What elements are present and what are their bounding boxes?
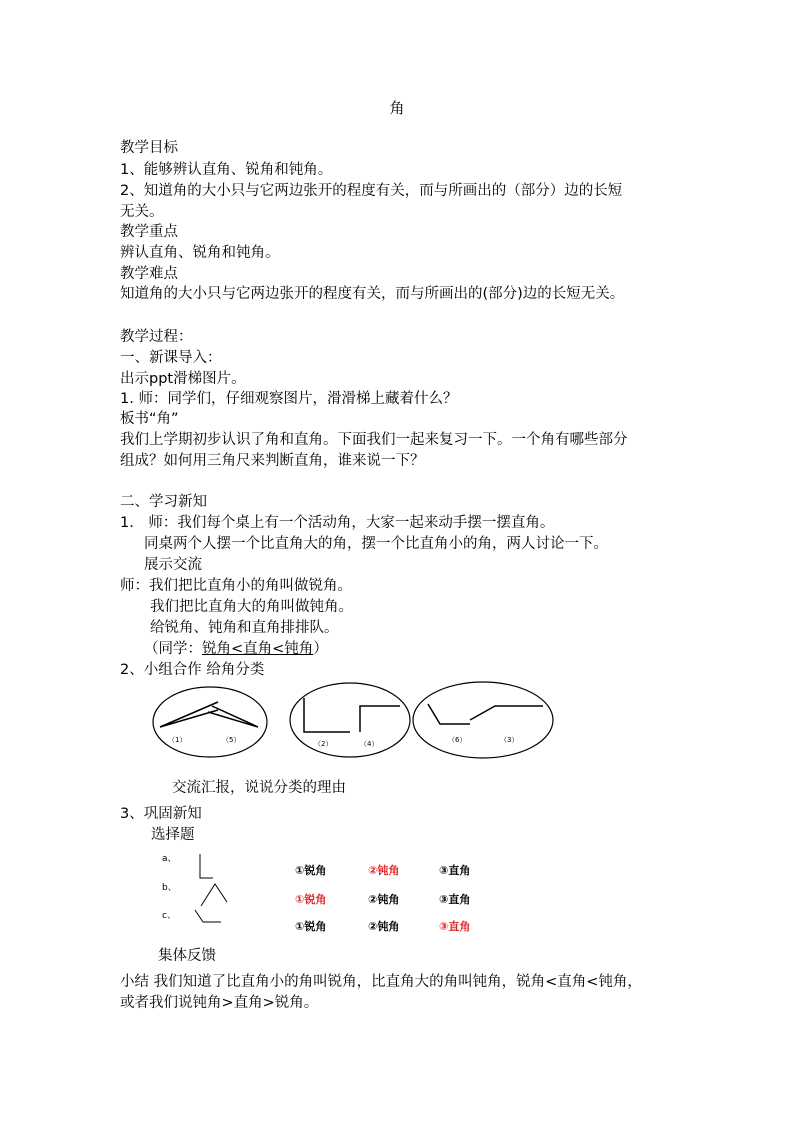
- difficulty-text: 知道角的大小只与它两边张开的程度有关，而与所画出的(部分)边的长短无关。: [120, 286, 625, 302]
- group-label-4: （4）: [360, 740, 379, 748]
- q-c-option-1: ①锐角: [295, 920, 327, 933]
- objective-2-cont: 无关。: [120, 204, 164, 220]
- q-a-option-2: ②钝角: [368, 864, 400, 877]
- intro-line-4: 我们上学期初步认识了角和直角。下面我们一起来复习一下。一个角有哪些部分: [120, 432, 628, 448]
- students-line: [144, 639, 328, 659]
- consolidate-sub: 选择题: [151, 827, 195, 843]
- report-line: 交流汇报，说说分类的理由: [172, 780, 346, 796]
- page-title: 角: [389, 99, 405, 117]
- key-point-heading: 教学重点: [120, 224, 178, 240]
- question-c-label: c、: [162, 911, 176, 921]
- teacher-line-3: 给锐角、钝角和直角排排队。: [150, 620, 339, 636]
- group-label-2: （2）: [314, 740, 333, 748]
- objective-2: 2、知道角的大小只与它两边张开的程度有关，而与所画出的（部分）边的长短: [120, 183, 623, 199]
- angle-groups-figure: [150, 680, 560, 760]
- group-oval-2: [290, 683, 410, 757]
- intro-line-2: 1. 师：同学们，仔细观察图片，滑滑梯上藏着什么？: [120, 391, 458, 407]
- question-a-label: a、: [162, 854, 177, 864]
- feedback-line: 集体反馈: [158, 948, 216, 964]
- intro-line-1: 出示ppt滑梯图片。: [120, 371, 246, 387]
- q-b-option-1: ①锐角: [295, 893, 327, 906]
- new-knowledge-item-1c: 展示交流: [144, 557, 202, 573]
- new-knowledge-heading: 二、学习新知: [120, 494, 207, 510]
- question-c: [162, 910, 470, 933]
- students-order: 锐角<直角<钝角: [202, 641, 314, 657]
- consolidate-heading: 3、巩固新知: [120, 806, 202, 822]
- q-b-option-3: ③直角: [439, 893, 471, 906]
- q-c-option-2: ②钝角: [368, 920, 400, 933]
- objective-1: 1、能够辨认直角、锐角和钝角。: [120, 162, 333, 178]
- key-point-text: 辨认直角、锐角和钝角。: [120, 245, 280, 261]
- summary-line-2: 或者我们说钝角>直角>锐角。: [120, 995, 319, 1011]
- intro-line-3: 板书“角”: [120, 411, 179, 427]
- difficulty-heading: 教学难点: [120, 266, 178, 282]
- group-label-1: （1）: [168, 736, 187, 744]
- question-b-label: b、: [162, 883, 177, 893]
- q-a-option-3: ③直角: [439, 864, 471, 877]
- new-knowledge-item-1: 1． 师：我们每个桌上有一个活动角，大家一起来动手摆一摆直角。: [120, 515, 555, 531]
- question-b: [162, 883, 470, 906]
- process-heading: 教学过程：: [120, 329, 193, 345]
- teacher-line-2: 我们把比直角大的角叫做钝角。: [150, 599, 353, 615]
- group-label-5: （5）: [222, 736, 241, 744]
- new-knowledge-item-2: 2、小组合作 给角分类: [120, 662, 265, 678]
- teacher-line-1: 师：我们把比直角小的角叫做锐角。: [120, 578, 352, 594]
- intro-heading: 一、新课导入：: [120, 350, 222, 366]
- students-suffix: ）: [313, 641, 328, 657]
- group-label-6: （6）: [448, 736, 467, 744]
- q-b-option-2: ②钝角: [368, 893, 400, 906]
- q-c-option-3: ③直角: [439, 920, 471, 933]
- question-a: [162, 854, 470, 878]
- summary-line-1: 小结 我们知道了比直角小的角叫锐角，比直角大的角叫钝角，锐角<直角<钝角，: [120, 974, 642, 990]
- group-oval-1: [153, 687, 267, 757]
- new-knowledge-item-1b: 同桌两个人摆一个比直角大的角，摆一个比直角小的角，两人讨论一下。: [144, 536, 608, 552]
- objectives-heading: 教学目标: [120, 140, 178, 156]
- group-label-3: （3）: [500, 736, 519, 744]
- group-oval-3: [413, 682, 553, 758]
- q-a-option-1: ①锐角: [295, 864, 327, 877]
- intro-line-5: 组成？如何用三角尺来判断直角，谁来说一下？: [120, 453, 425, 469]
- students-prefix: （同学：: [144, 641, 202, 657]
- choice-questions-figure: [155, 848, 515, 936]
